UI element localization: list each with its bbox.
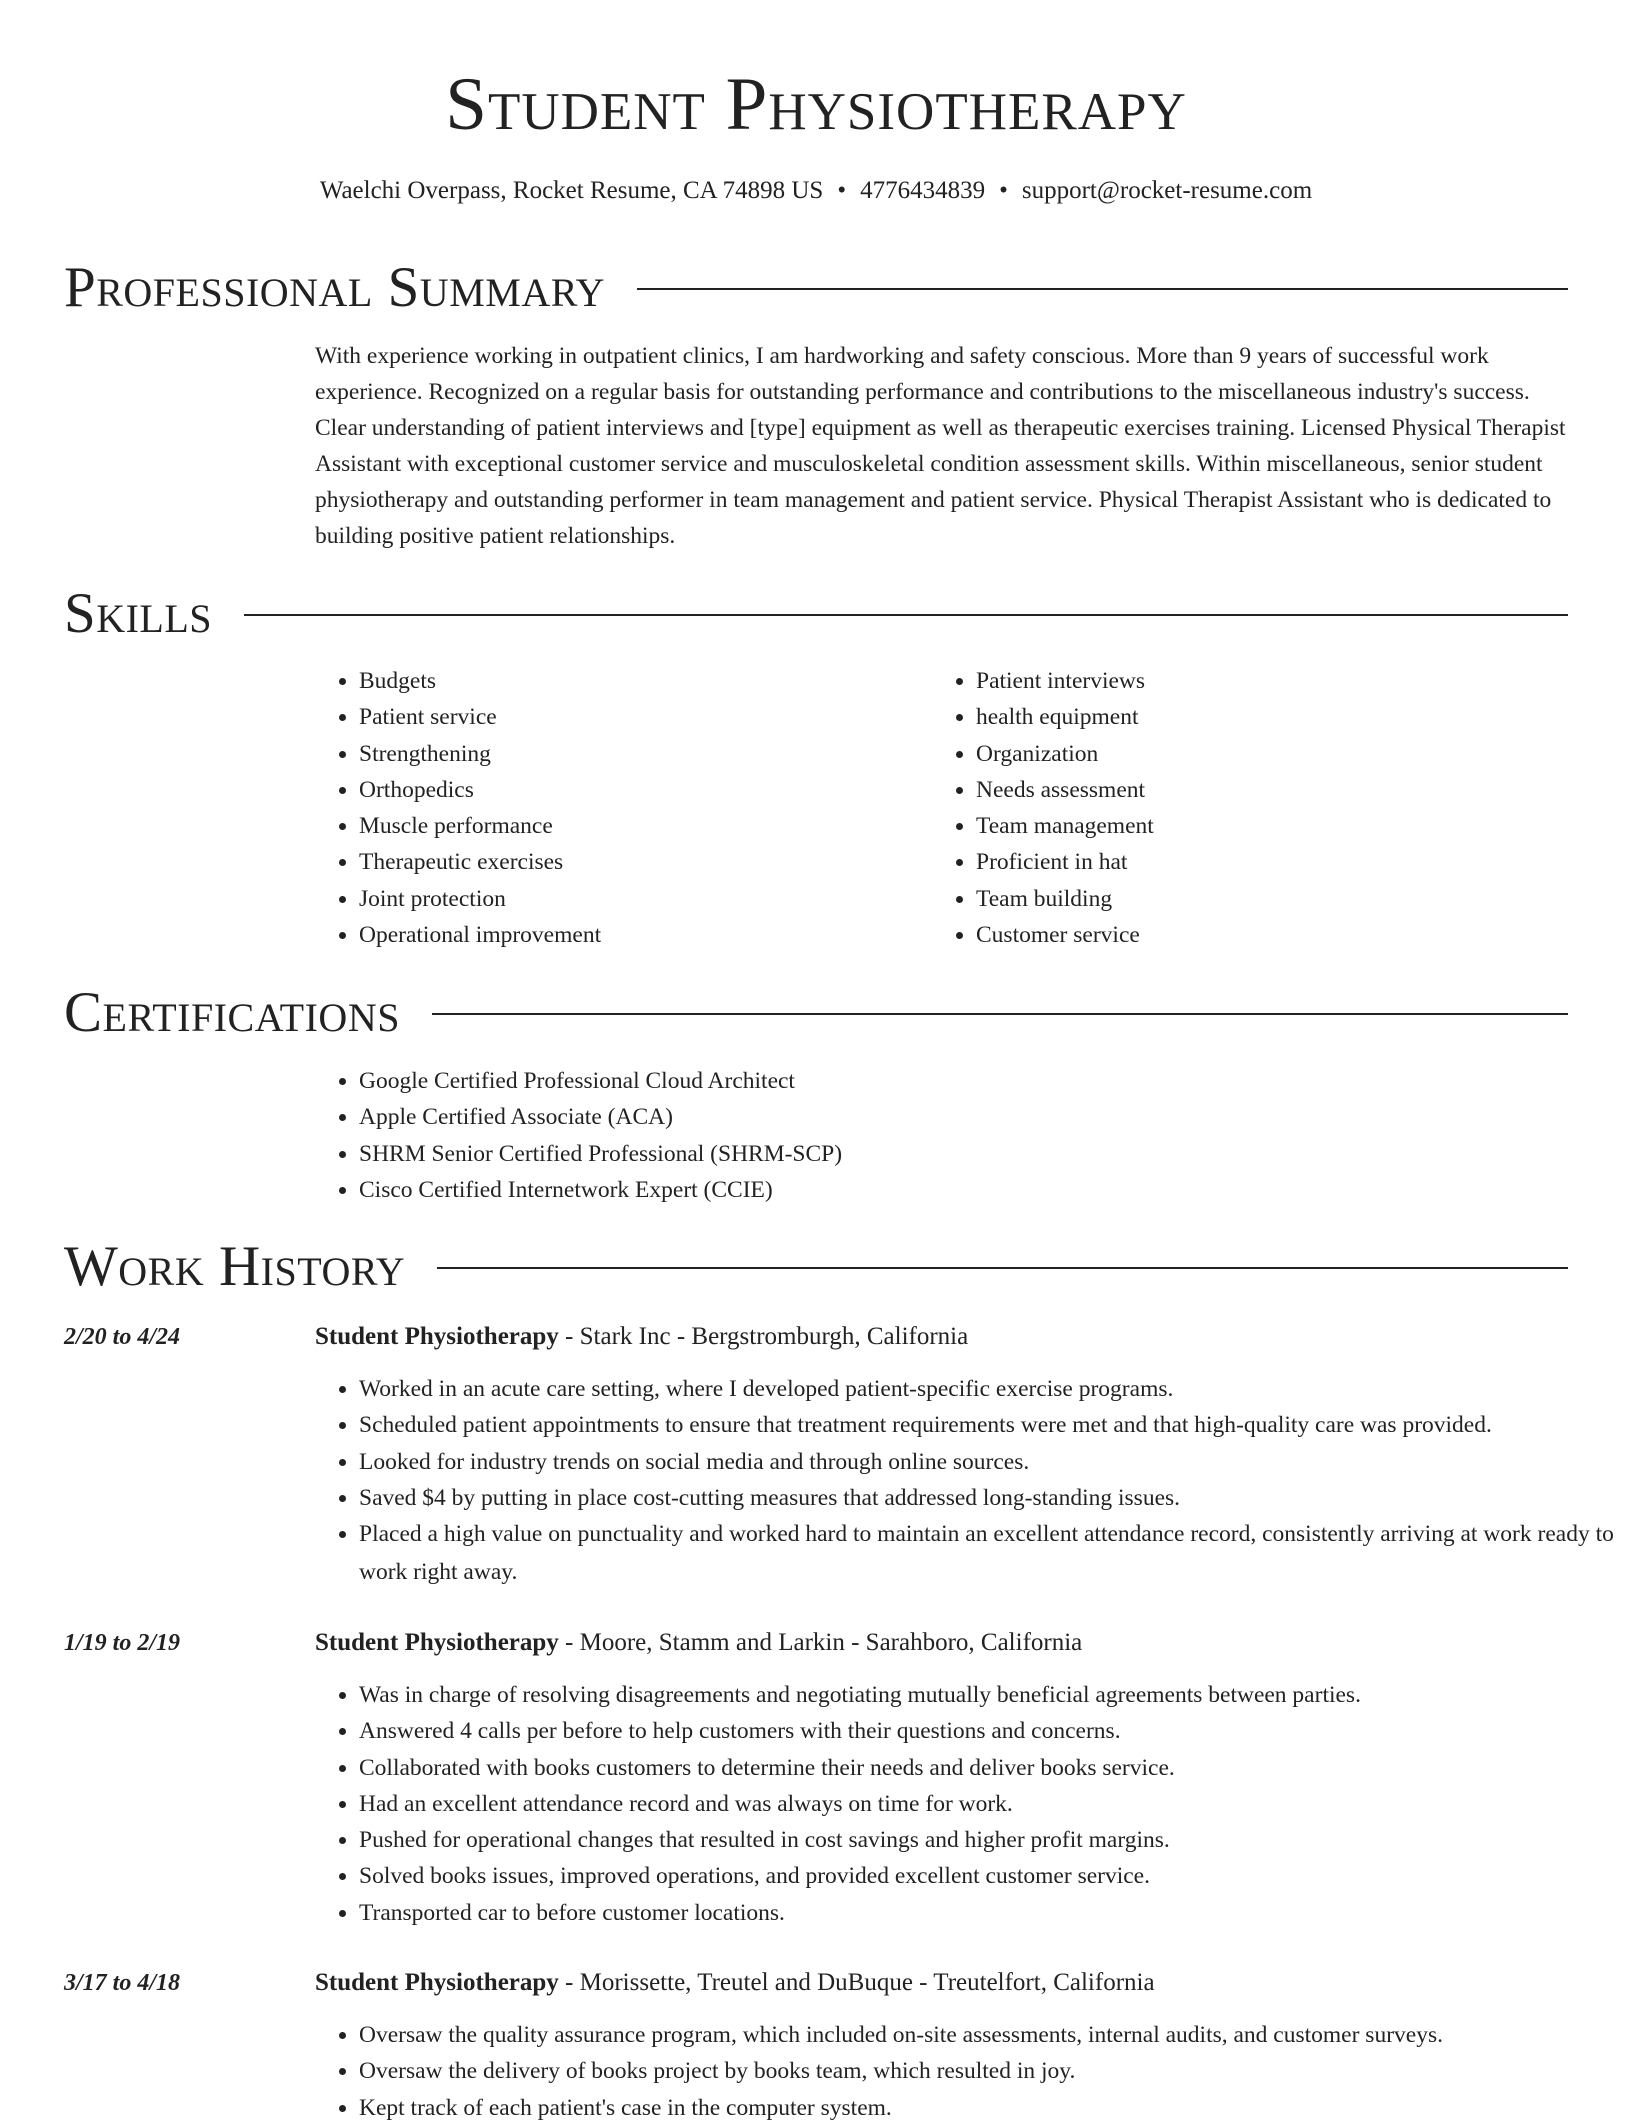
list-item: • Customer service bbox=[976, 917, 1492, 953]
job-heading bbox=[315, 1625, 1082, 1661]
list-item: • Solved books issues, improved operations, and provided excellent customer service. bbox=[359, 1858, 1632, 1894]
list-item: • health equipment bbox=[976, 699, 1492, 735]
job-heading bbox=[315, 1965, 1155, 2001]
resume-title: Student Physiotherapy bbox=[445, 63, 1187, 146]
job-employer-location: - Moore, Stamm and Larkin - Sarahboro, California bbox=[558, 1629, 1083, 1656]
list-item: • Answered 4 calls per before to help customers with their questions and concerns. bbox=[359, 1713, 1632, 1749]
list-item: • Placed a high value on punctuality and worked hard to maintain an excellent attendance record, consistently arriving at work ready to work right away. bbox=[359, 1516, 1632, 1591]
list-item: • Joint protection bbox=[359, 881, 875, 917]
section-divider bbox=[432, 1013, 1568, 1015]
list-item: • Was in charge of resolving disagreements and negotiating mutually beneficial agreements between parties. bbox=[359, 1677, 1632, 1713]
list-item: • Orthopedics bbox=[359, 772, 875, 808]
section-header-summary bbox=[64, 256, 1568, 320]
list-item: • Proficient in hat bbox=[976, 844, 1492, 880]
list-item: • Muscle performance bbox=[359, 808, 875, 844]
skills-column-left bbox=[315, 663, 875, 953]
contact-phone: 4776434839 bbox=[860, 177, 986, 204]
skills-list-left bbox=[315, 663, 875, 953]
section-title-skills: Skills bbox=[64, 582, 213, 645]
section-header-skills bbox=[64, 582, 1568, 646]
job-duties bbox=[315, 1371, 1632, 1591]
summary-text: With experience working in outpatient clinics, I am hardworking and safety conscious. More than 9 years of successful work experience. Recognized on a regular basis for outstanding performance and contributions to the miscellaneous industry's success. Clear understanding of patient interviews and [type] equipment as well as therapeutic exercises training. Licensed Physical Therapist Assistant with exceptional customer service and musculoskeletal condition assessment skills. Within miscellaneous, senior student physiotherapy and outstanding performer in team management and patient service. Physical Therapist Assistant who is dedicated to building positive patient relationships. bbox=[315, 343, 1566, 549]
job-dates: 1/19 to 2/19 bbox=[64, 1630, 181, 1656]
section-title-summary: Professional Summary bbox=[64, 256, 606, 319]
list-item: • Pushed for operational changes that resulted in cost savings and higher profit margins. bbox=[359, 1822, 1632, 1858]
list-item: • Transported car to before customer locations. bbox=[359, 1895, 1632, 1931]
list-item: • Operational improvement bbox=[359, 917, 875, 953]
list-item: • Budgets bbox=[359, 663, 875, 699]
job-heading bbox=[315, 1319, 968, 1355]
section-title-work-history: Work History bbox=[64, 1235, 406, 1298]
list-item: • Cisco Certified Internetwork Expert (CCIE) bbox=[359, 1172, 1570, 1208]
list-item: • Patient service bbox=[359, 699, 875, 735]
job-dates: 2/20 to 4/24 bbox=[64, 1324, 181, 1350]
list-item: • Team building bbox=[976, 881, 1492, 917]
list-item: • SHRM Senior Certified Professional (SHRM-SCP) bbox=[359, 1136, 1570, 1172]
list-item: • Collaborated with books customers to determine their needs and deliver books service. bbox=[359, 1750, 1632, 1786]
list-item: • Looked for industry trends on social media and through online sources. bbox=[359, 1444, 1632, 1480]
list-item: • Google Certified Professional Cloud Architect bbox=[359, 1063, 1570, 1099]
list-item: • Oversaw the quality assurance program, which included on-site assessments, internal audits, and customer surveys. bbox=[359, 2017, 1632, 2053]
list-item: • Oversaw the delivery of books project by books team, which resulted in joy. bbox=[359, 2053, 1632, 2089]
section-header-work-history bbox=[64, 1235, 1568, 1299]
job-duties-list bbox=[315, 1371, 1632, 1591]
certifications-list bbox=[315, 1063, 1570, 1208]
job-employer-location: - Morissette, Treutel and DuBuque - Treutelfort, California bbox=[558, 1969, 1155, 1996]
list-item: • Needs assessment bbox=[976, 772, 1492, 808]
job-role: Student Physiotherapy bbox=[315, 1629, 559, 1656]
contact-address: Waelchi Overpass, Rocket Resume, CA 74898 US bbox=[319, 177, 824, 204]
list-item: • Scheduled patient appointments to ensure that treatment requirements were met and that high-quality care was provided. bbox=[359, 1407, 1632, 1443]
list-item: • Strengthening bbox=[359, 736, 875, 772]
job-duties-list bbox=[315, 1677, 1632, 1931]
list-item: • Saved $4 by putting in place cost-cutting measures that addressed long-standing issues. bbox=[359, 1480, 1632, 1516]
list-item: • Kept track of each patient's case in the computer system. bbox=[359, 2090, 1632, 2126]
list-item: • Therapeutic exercises bbox=[359, 844, 875, 880]
contact-email: support@rocket-resume.com bbox=[1021, 177, 1313, 204]
contact-line bbox=[0, 174, 1632, 208]
list-item: • Organization bbox=[976, 736, 1492, 772]
job-employer-location: - Stark Inc - Bergstromburgh, California bbox=[558, 1323, 969, 1350]
job-duties-list bbox=[315, 2017, 1632, 2126]
list-item: • Apple Certified Associate (ACA) bbox=[359, 1099, 1570, 1135]
contact-separator: • bbox=[837, 177, 847, 204]
list-item: • Patient interviews bbox=[976, 663, 1492, 699]
list-item: • Worked in an acute care setting, where I developed patient-specific exercise programs. bbox=[359, 1371, 1632, 1407]
job-dates: 3/17 to 4/18 bbox=[64, 1970, 181, 1996]
job-role: Student Physiotherapy bbox=[315, 1969, 559, 1996]
section-divider bbox=[637, 288, 1568, 290]
list-item: • Team management bbox=[976, 808, 1492, 844]
certifications-block bbox=[315, 1063, 1570, 1208]
section-header-certifications bbox=[64, 981, 1568, 1045]
skills-column-right bbox=[932, 663, 1492, 953]
section-title-certifications: Certifications bbox=[64, 981, 400, 1044]
job-role: Student Physiotherapy bbox=[315, 1323, 559, 1350]
job-duties bbox=[315, 1677, 1632, 1931]
list-item: • Had an excellent attendance record and was always on time for work. bbox=[359, 1786, 1632, 1822]
contact-separator: • bbox=[999, 177, 1008, 204]
section-divider bbox=[244, 614, 1568, 616]
skills-list-right bbox=[932, 663, 1492, 953]
job-duties bbox=[315, 2017, 1632, 2126]
section-divider bbox=[437, 1267, 1568, 1269]
